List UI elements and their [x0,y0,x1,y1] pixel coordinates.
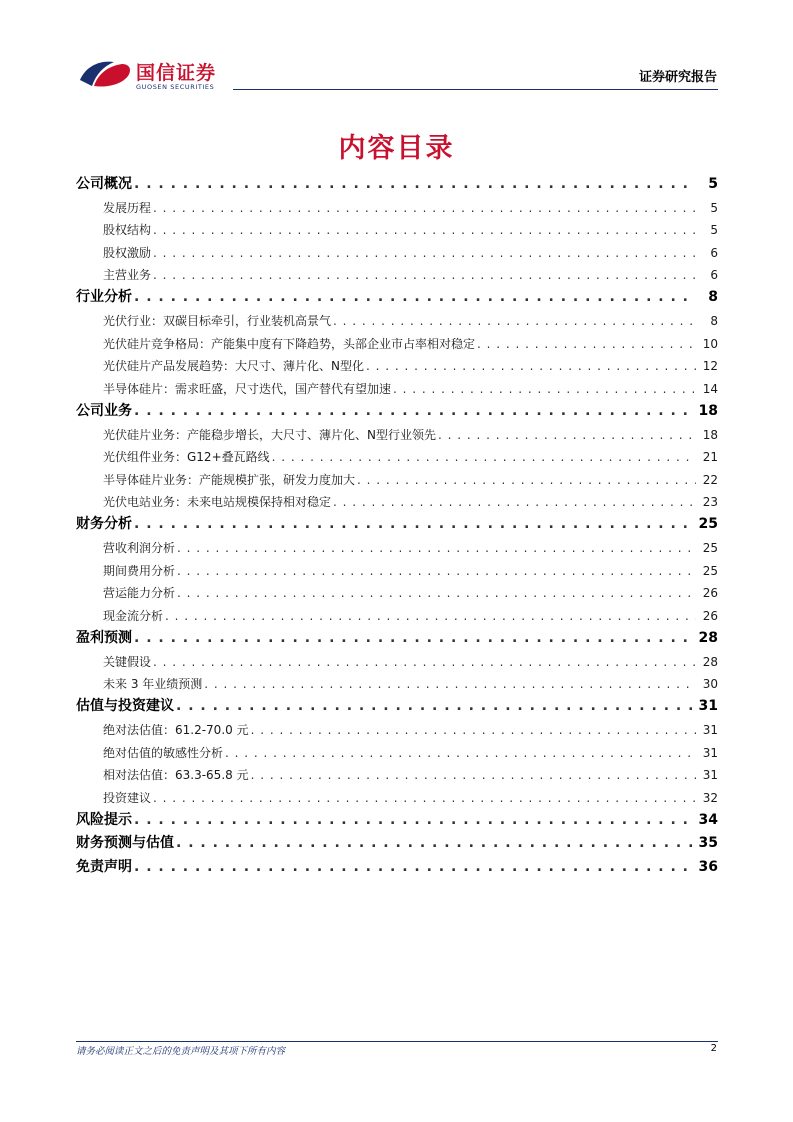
toc-dot-leader [177,541,696,555]
toc-entry-label: 半导体硅片：需求旺盛，尺寸迭代，国产替代有望加速 [103,381,392,396]
toc-entry-page: 34 [698,811,718,828]
toc-entry-page: 25 [702,563,718,578]
toc-dot-leader [134,630,693,647]
toc-section-entry[interactable] [76,692,718,716]
toc-entry-page: 6 [710,245,718,260]
toc-entry-label: 营运能力分析 [103,586,176,601]
toc-entry-label: 行业分析 [76,289,132,306]
toc-section-entry[interactable] [76,510,718,534]
toc-entry-page: 10 [702,336,718,351]
toc-dot-leader [438,428,696,442]
toc-subsection-entry[interactable] [76,760,718,783]
toc-entry-label: 绝对估值的敏感性分析 [103,745,224,760]
toc-entry-label: 未来 3 年业绩预测 [103,677,203,692]
toc-dot-leader [134,289,696,306]
toc-dot-leader [357,473,696,487]
toc-subsection-entry[interactable] [76,465,718,488]
toc-entry-page: 26 [702,608,718,623]
toc-entry-label: 估值与投资建议 [76,698,174,715]
toc-subsection-entry[interactable] [76,442,718,465]
toc-section-entry[interactable] [76,396,718,420]
toc-dot-leader [153,201,696,215]
toc-dot-leader [333,495,696,509]
toc-entry-page: 36 [698,858,718,875]
toc-entry-label: 财务预测与估值 [76,835,174,852]
toc-entry-label: 光伏硅片产品发展趋势：大尺寸、薄片化、N型化 [103,359,364,374]
toc-subsection-entry[interactable] [76,351,718,374]
toc-entry-page: 18 [698,402,718,419]
toc-entry-label: 光伏硅片业务：产能稳步增长，大尺寸、薄片化、N型行业领先 [103,427,436,442]
toc-entry-page: 21 [702,450,718,465]
toc-subsection-entry[interactable] [76,601,718,624]
toc-entry-label: 半导体硅片业务：产能规模扩张，研发力度加大 [103,472,356,487]
page-header [0,0,793,92]
toc-dot-leader [393,382,696,396]
toc-entry-page: 26 [702,586,718,601]
toc-entry-label: 公司业务 [76,402,132,419]
footer-divider [76,1041,718,1042]
toc-dot-leader [176,698,693,715]
logo-english-name: GUOSEN SECURITIES [136,83,215,91]
toc-entry-label: 风险提示 [76,811,132,828]
toc-subsection-entry[interactable] [76,578,718,601]
toc-subsection-entry[interactable] [76,329,718,352]
toc-entry-page: 12 [702,359,718,374]
toc-entry-label: 期间费用分析 [103,563,176,578]
toc-entry-label: 绝对法估值：61.2-70.0 元 [103,723,249,738]
toc-dot-leader [153,246,696,260]
toc-entry-page: 28 [698,629,718,646]
toc-entry-page: 35 [698,835,718,852]
toc-entry-label: 营收利润分析 [103,541,176,556]
guosen-logo-icon [78,56,132,90]
toc-entry-label: 关键假设 [103,654,152,669]
toc-entry-page: 8 [708,289,718,306]
toc-section-entry[interactable] [76,805,718,829]
toc-entry-label: 盈利预测 [76,629,132,646]
toc-entry-label: 现金流分析 [103,608,164,623]
toc-dot-leader [177,586,696,600]
toc-dot-leader [366,359,696,373]
toc-dot-leader [153,791,696,805]
toc-entry-page: 14 [702,381,718,396]
toc-subsection-entry[interactable] [76,260,718,283]
toc-dot-leader [176,835,693,852]
toc-entry-page: 23 [702,495,718,510]
toc-subsection-entry[interactable] [76,647,718,670]
toc-entry-page: 18 [702,427,718,442]
toc-entry-page: 31 [702,723,718,738]
toc-dot-leader [251,768,696,782]
toc-dot-leader [477,337,696,351]
toc-entry-label: 主营业务 [103,268,152,283]
toc-section-entry[interactable] [76,829,718,853]
toc-subsection-entry[interactable] [76,556,718,579]
toc-dot-leader [134,812,693,829]
toc-entry-label: 相对法估值：63.3-65.8 元 [103,768,249,783]
toc-entry-label: 投资建议 [103,790,152,805]
footer-disclaimer-note: 请务必阅读正文之后的免责声明及其项下所有内容 [76,1046,286,1057]
toc-subsection-entry[interactable] [76,306,718,329]
toc-entry-page: 28 [702,654,718,669]
toc-entry-page: 31 [702,768,718,783]
toc-entry-label: 财务分析 [76,516,132,533]
toc-dot-leader [333,314,696,328]
header-divider [233,89,718,90]
toc-entry-page: 5 [710,223,718,238]
toc-entry-label: 光伏电站业务：未来电站规模保持相对稳定 [103,495,332,510]
toc-section-entry[interactable] [76,852,718,876]
toc-subsection-entry[interactable] [76,193,718,216]
toc-dot-leader [153,268,696,282]
toc-subsection-entry[interactable] [76,738,718,761]
toc-section-entry[interactable] [76,169,718,193]
toc-title: 内容目录 [338,133,455,164]
toc-entry-label: 免责声明 [76,858,132,875]
toc-section-entry[interactable] [76,623,718,647]
toc-entry-page: 22 [702,472,718,487]
toc-dot-leader [177,564,696,578]
toc-dot-leader [134,516,693,533]
toc-subsection-entry[interactable] [76,669,718,692]
toc-entry-label: 公司概况 [76,175,132,192]
toc-section-entry[interactable] [76,283,718,307]
toc-entry-page: 5 [708,175,718,192]
toc-entry-page: 25 [702,541,718,556]
toc-entry-label: 光伏组件业务：G12+叠瓦路线 [103,450,270,465]
toc-dot-leader [134,176,696,193]
toc-entry-label: 光伏硅片竞争格局：产能集中度有下降趋势，头部企业市占率相对稳定 [103,336,476,351]
report-type-label: 证券研究报告 [638,70,717,85]
logo-chinese-name: 国信证券 [136,62,217,84]
toc-entry-page: 32 [702,790,718,805]
toc-entry-page: 6 [710,268,718,283]
guosen-logo [78,52,228,92]
toc-dot-leader [134,403,693,420]
toc-subsection-entry[interactable] [76,238,718,261]
toc-entry-page: 25 [698,516,718,533]
toc-subsection-entry[interactable] [76,783,718,806]
toc-subsection-entry[interactable] [76,215,718,238]
toc-dot-leader [272,450,696,464]
toc-subsection-entry[interactable] [76,715,718,738]
toc-entry-label: 股权结构 [103,223,152,238]
toc-dot-leader [251,723,696,737]
toc-entry-label: 发展历程 [103,200,152,215]
toc-dot-leader [165,609,696,623]
toc-dot-leader [153,655,696,669]
toc-entry-label: 股权激励 [103,245,152,260]
toc-subsection-entry[interactable] [76,374,718,397]
toc-subsection-entry[interactable] [76,487,718,510]
toc-dot-leader [134,859,693,876]
toc-entry-label: 光伏行业：双碳目标牵引，行业装机高景气 [103,314,332,329]
toc-subsection-entry[interactable] [76,533,718,556]
toc-dot-leader [204,677,696,691]
toc-entry-page: 30 [702,677,718,692]
toc-entry-page: 31 [702,745,718,760]
toc-dot-leader [225,746,696,760]
toc-subsection-entry[interactable] [76,420,718,443]
toc-entry-page: 5 [710,200,718,215]
toc-entry-page: 31 [698,698,718,715]
page-number: 2 [710,1043,717,1054]
toc-dot-leader [153,223,696,237]
toc-entry-page: 8 [710,314,718,329]
table-of-contents [76,169,718,876]
